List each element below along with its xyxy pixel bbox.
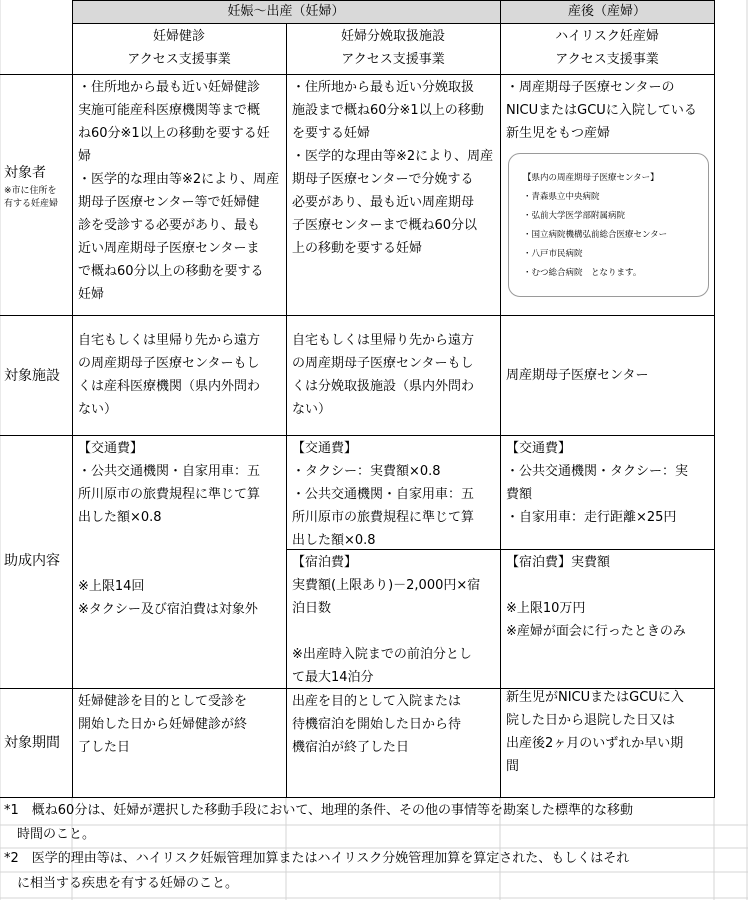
cell-target-person-checkup: ・住所地から最も近い妊婦健診 実施可能産科医療機関等まで概 ね60分※1以上の移動を要する妊 婦 ・医学的な理由等※2により、周産 期母子医療センター等で妊婦健 診を受診する必要があり、最も 近い周産期母子医療センターま で概ね60分以上の移動を要する 妊婦 xyxy=(78,80,280,302)
row-label-target-period: 対象期間 xyxy=(4,735,60,751)
row-label-target-person xyxy=(0,163,72,233)
cell-target-facility-delivery: 自宅もしくは里帰り先から遠方 の周産期母子医療センターもし くは分娩取扱施設（県内外問わ ない） xyxy=(292,333,475,417)
header-pregnancy-period: 妊娠～出産（妊婦） xyxy=(227,4,345,19)
cell-target-period-highrisk: 新生児がNICUまたはGCUに入 院した日から退院した日又は 出産後2ヶ月のいずれか早い期 間 xyxy=(506,690,684,774)
header-col-highrisk-line1: ハイリスク妊産婦 xyxy=(555,29,659,44)
cell-subsidy-highrisk-transport: 【交通費】 ・公共交通機関・タクシー：実 費額 ・自家用車：走行距離×25円 xyxy=(506,441,689,525)
row-label-target-facility: 対象施設 xyxy=(4,368,60,384)
header-col-delivery xyxy=(286,25,500,73)
header-col-highrisk-line2: アクセス支援事業 xyxy=(555,52,659,67)
header-col-checkup xyxy=(72,25,286,73)
row-label-subsidy: 助成内容 xyxy=(4,553,60,569)
cell-subsidy-highrisk-lodging: 【宿泊費】実費額 ※上限10万円 ※産婦が面会に行ったときのみ xyxy=(506,555,686,639)
header-col-highrisk xyxy=(500,25,714,73)
header-col-delivery-line2: アクセス支援事業 xyxy=(341,52,445,67)
cell-subsidy-checkup: 【交通費】 ・公共交通機関・自家用車：五 所川原市の旅費規程に準じて算 出した額×0.8 ※上限14回 ※タクシー及び宿泊費は対象外 xyxy=(78,441,261,617)
cell-subsidy-delivery-transport: 【交通費】 ・タクシー：実費額×0.8 ・公共交通機関・自家用車：五 所川原市の旅費規程に準じて算 出した額×0.8 xyxy=(292,441,475,548)
row-label-target-person-note: ※市に住所を 有する妊産婦 xyxy=(4,186,59,209)
header-col-checkup-line2: アクセス支援事業 xyxy=(127,52,231,67)
header-postpartum-period: 産後（産婦） xyxy=(567,4,646,19)
cell-target-person-highrisk: ・周産期母子医療センターの NICUまたはGCUに入院している 新生児をもつ産婦 xyxy=(506,80,697,141)
perinatal-centers-box: 【県内の周産期母子医療センター】 ・青森県立中央病院 ・弘前大学医学部附属病院 ・国立病院機構弘前総合医療センター ・八戸市民病院 ・むつ総合病院 となります。 xyxy=(508,153,709,297)
footnote-2-line1: *2 医学的理由等は、ハイリスク妊娠管理加算またはハイリスク分娩管理加算を算定された、もしくはそれ xyxy=(4,851,630,866)
footnote-1-line1: *1 概ね60分は、妊婦が選択した移動手段において、地理的条件、その他の事情等を勘案した標準的な移動 xyxy=(4,803,634,818)
header-col-checkup-line1: 妊婦健診 xyxy=(152,29,205,44)
cell-subsidy-delivery-lodging: 【宿泊費】 実費額(上限あり)－2,000円×宿 泊日数 ※出産時入院までの前泊分とし て最大14泊分 xyxy=(292,555,481,685)
cell-target-period-checkup: 妊婦健診を目的として受診を 開始した日から妊婦健診が終 了した日 xyxy=(78,694,248,755)
header-col-delivery-line1: 妊婦分娩取扱施設 xyxy=(340,29,445,44)
cell-target-facility-checkup: 自宅もしくは里帰り先から遠方 の周産期母子医療センターもし くは産科医療機関（県内外問わ ない） xyxy=(78,333,261,417)
footnote-1-line2: 時間のこと。 xyxy=(17,827,96,842)
cell-target-period-delivery: 出産を目的として入院または 待機宿泊を開始した日から待 機宿泊が終了した日 xyxy=(292,694,462,755)
cell-target-facility-highrisk: 周産期母子医療センター xyxy=(506,368,649,383)
cell-target-person-delivery: ・住所地から最も近い分娩取扱 施設まで概ね60分※1以上の移動 を要する妊婦 ・医学的な理由等※2により、周産 期母子医療センターで分娩する 必要があり、最も近い周産期母 子医療センターまで概ね60分以 上の移動を要する妊婦 xyxy=(292,80,494,256)
footnote-2-line2: に相当する疾患を有する妊婦のこと。 xyxy=(17,876,239,891)
row-label-target-person-text: 対象者 xyxy=(4,165,46,181)
